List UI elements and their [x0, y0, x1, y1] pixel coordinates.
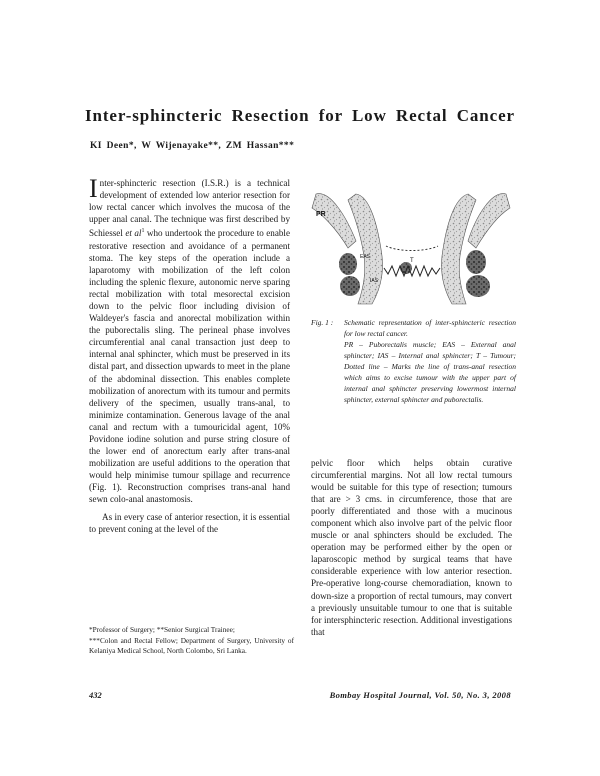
- body-paragraph-1: [89, 174, 290, 506]
- drop-cap: I: [89, 174, 98, 203]
- article-title: Inter-sphincteric Resection for Low Rectal Cancer: [85, 106, 515, 125]
- footnote-line-1: *Professor of Surgery; **Senior Surgical Trainee;: [89, 625, 235, 634]
- caption-body: [344, 317, 516, 405]
- label-pr: PR: [316, 211, 326, 218]
- right-column: [311, 457, 512, 638]
- footnote-line-2: ***Colon and Rectal Fellow; Department of Surgery, University of Kelaniya Medical School, North Colombo, Sri Lanka.: [89, 635, 294, 656]
- paragraph-1-continued: who undertook the procedure to enable restorative resection and avoidance of a permanent stoma. The key steps of the operation include a laparotomy with mobilization of the left colon including the splenic flexure, autonomic nerve sparing rectal mobilization with total mesorectal excision down to the pelvic floor including division of Waldeyer's fascia and anorectal mobilization within the puborectalis sling. The perineal phase involves circumferential anal canal transaction just deep to internal anal sphincter, which must be preserved in its distal part, and dissection upwards to meet in the plane of the abdominal dissection. This enables complete mobilization of anorectum with its tumour and permits delivery of the specimen, usually trans-anal, to minimize contamination. Generous lavage of the anal canal and rectum with a tumouricidal agent, 10% Povidone iodine solution and purse string closure of the lower end of anorectum early after trans-anal mobilization are useful additions to the operation that would help minimise tumour spillage and recurrence (Fig. 1). Reconstruction comprises trans-anal hand sewn colo-anal anastomosis.: [89, 228, 290, 505]
- label-t: T: [410, 258, 414, 264]
- body-paragraph-right: pelvic floor which helps obtain curative circumferential margins. Not all low rectal tumours would be suitable for this type of resection; tumours that are > 3 cms. in circumference, those that are poorly differentiated and those with a mucinous component which also involve part of the pelvic floor muscle or anal sphincters should be excluded. The operation may be performed either by the open or laparoscopic method by surgical teams that have considerable experience with low anterior resection. Pre-operative long-course chemoradiation, known to down-size a proportion of rectal tumours, may convert a previously unsuitable tumour to one that is suitable for intersphincteric resection. Additional investigations that: [311, 458, 512, 637]
- caption-title: Schematic representation of inter-sphincteric resection for low rectal cancer.: [344, 318, 516, 338]
- reference-superscript: 1: [141, 228, 145, 235]
- journal-citation: Bombay Hospital Journal, Vol. 50, No. 3, 2008: [329, 690, 511, 700]
- external-sphincter-right-upper: [466, 250, 486, 274]
- figure-caption: [311, 317, 516, 405]
- external-sphincter-right-lower: [466, 275, 490, 297]
- left-column: [89, 174, 290, 535]
- body-paragraph-2: As in every case of anterior resection, it is essential to prevent coning at the level of the: [89, 511, 290, 534]
- paragraph-1-text: nter-sphincteric resection (I.S.R.) is a technical development of extended low anterior resection for low rectal cancer which involves the mucosa of the upper anal canal. The technique was first described by Schiessel: [89, 178, 290, 239]
- page-number: 432: [89, 690, 102, 700]
- label-ias: IAS: [370, 278, 379, 284]
- external-sphincter-left-upper: [339, 253, 357, 275]
- sphincter-diagram: [308, 186, 513, 311]
- external-sphincter-left-lower: [340, 276, 360, 296]
- resection-dotted-line: [386, 246, 438, 251]
- footnotes: [89, 625, 294, 657]
- caption-legend: PR – Puborectalis muscle; EAS – External anal sphincter; IAS – Internal anal sphincter; T – Tumour; Dotted line – Marks the line of trans-anal resection which aims to excise tumour with the upper part of internal anal sphincter preserving lowermost internal sphincter, external sphincter and puborectalis.: [344, 340, 516, 404]
- label-eas: EAS: [360, 254, 371, 260]
- anatomy-figure: [308, 186, 513, 311]
- author-list: KI Deen*, W Wijenayake**, ZM Hassan***: [90, 141, 295, 151]
- et-al: et al: [125, 228, 142, 239]
- caption-label: Fig. 1 :: [311, 318, 334, 327]
- anal-canal-line: [384, 266, 440, 276]
